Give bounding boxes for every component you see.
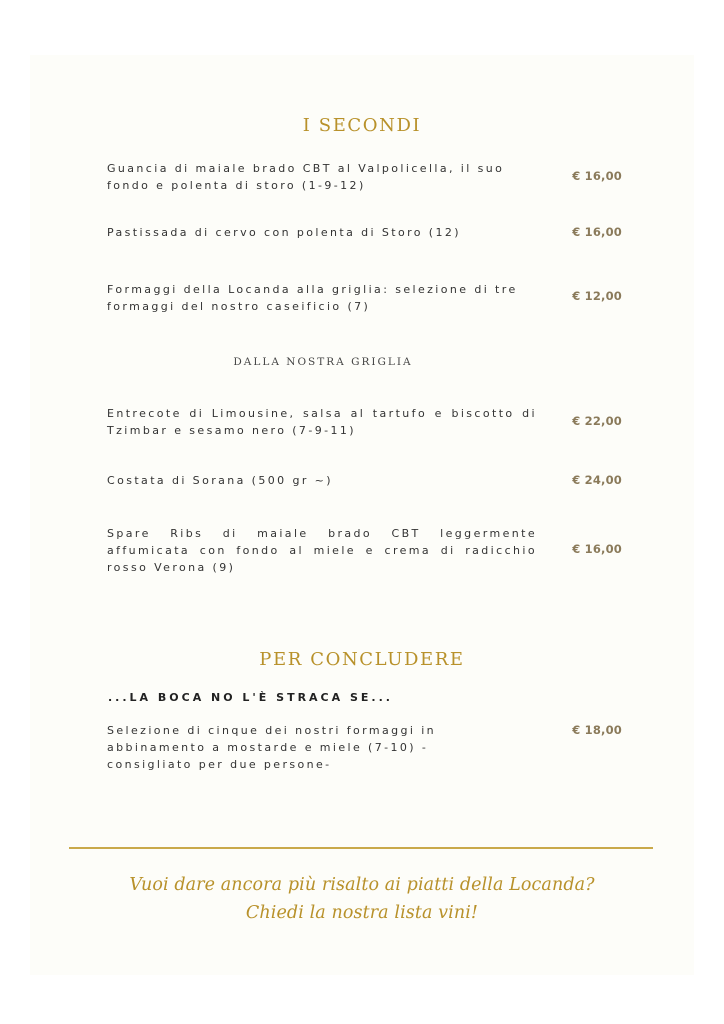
dish-costata: Costata di Sorana (500 gr ~) bbox=[107, 474, 333, 487]
section-title-secondi: I SECONDI bbox=[302, 115, 422, 136]
dish-spare-ribs: Spare Ribs di maiale brado CBT leggermente affumicata con fondo al miele e crema di radicchio rosso Verona (9) bbox=[107, 527, 537, 574]
dish-formaggi-griglia: Formaggi della Locanda alla griglia: selezione di tre formaggi del nostro caseificio (7) bbox=[107, 283, 518, 313]
price-formaggi-griglia: € 12,00 bbox=[572, 289, 622, 303]
section-title-concludere: PER CONCLUDERE bbox=[259, 649, 465, 670]
price-selezione-formaggi: € 18,00 bbox=[572, 723, 622, 737]
dish-selezione-formaggi: Selezione di cinque dei nostri formaggi in abbinamento a mostarde e miele (7-10) -consigliato per due persone- bbox=[107, 724, 437, 771]
section-title-griglia: DALLA NOSTRA GRIGLIA bbox=[233, 356, 413, 368]
price-pastissada: € 16,00 bbox=[572, 225, 622, 239]
motto-text: ...LA BOCA NO L'È STRACA SE... bbox=[108, 691, 393, 704]
price-entrecote: € 22,00 bbox=[572, 414, 622, 428]
price-spare-ribs: € 16,00 bbox=[572, 542, 622, 556]
divider-line bbox=[69, 847, 653, 849]
price-costata: € 24,00 bbox=[572, 473, 622, 487]
footer-line-2: Chiedi la nostra lista vini! bbox=[245, 903, 479, 923]
dish-entrecote: Entrecote di Limousine, salsa al tartufo e biscotto di Tzimbar e sesamo nero (7-9-11) bbox=[107, 407, 537, 437]
dish-guancia: Guancia di maiale brado CBT al Valpolicella, il suo fondo e polenta di storo (1-9-12) bbox=[107, 162, 505, 192]
price-guancia: € 16,00 bbox=[572, 169, 622, 183]
footer-line-1: Vuoi dare ancora più risalto ai piatti della Locanda? bbox=[129, 875, 595, 895]
dish-pastissada: Pastissada di cervo con polenta di Storo (12) bbox=[107, 226, 461, 239]
